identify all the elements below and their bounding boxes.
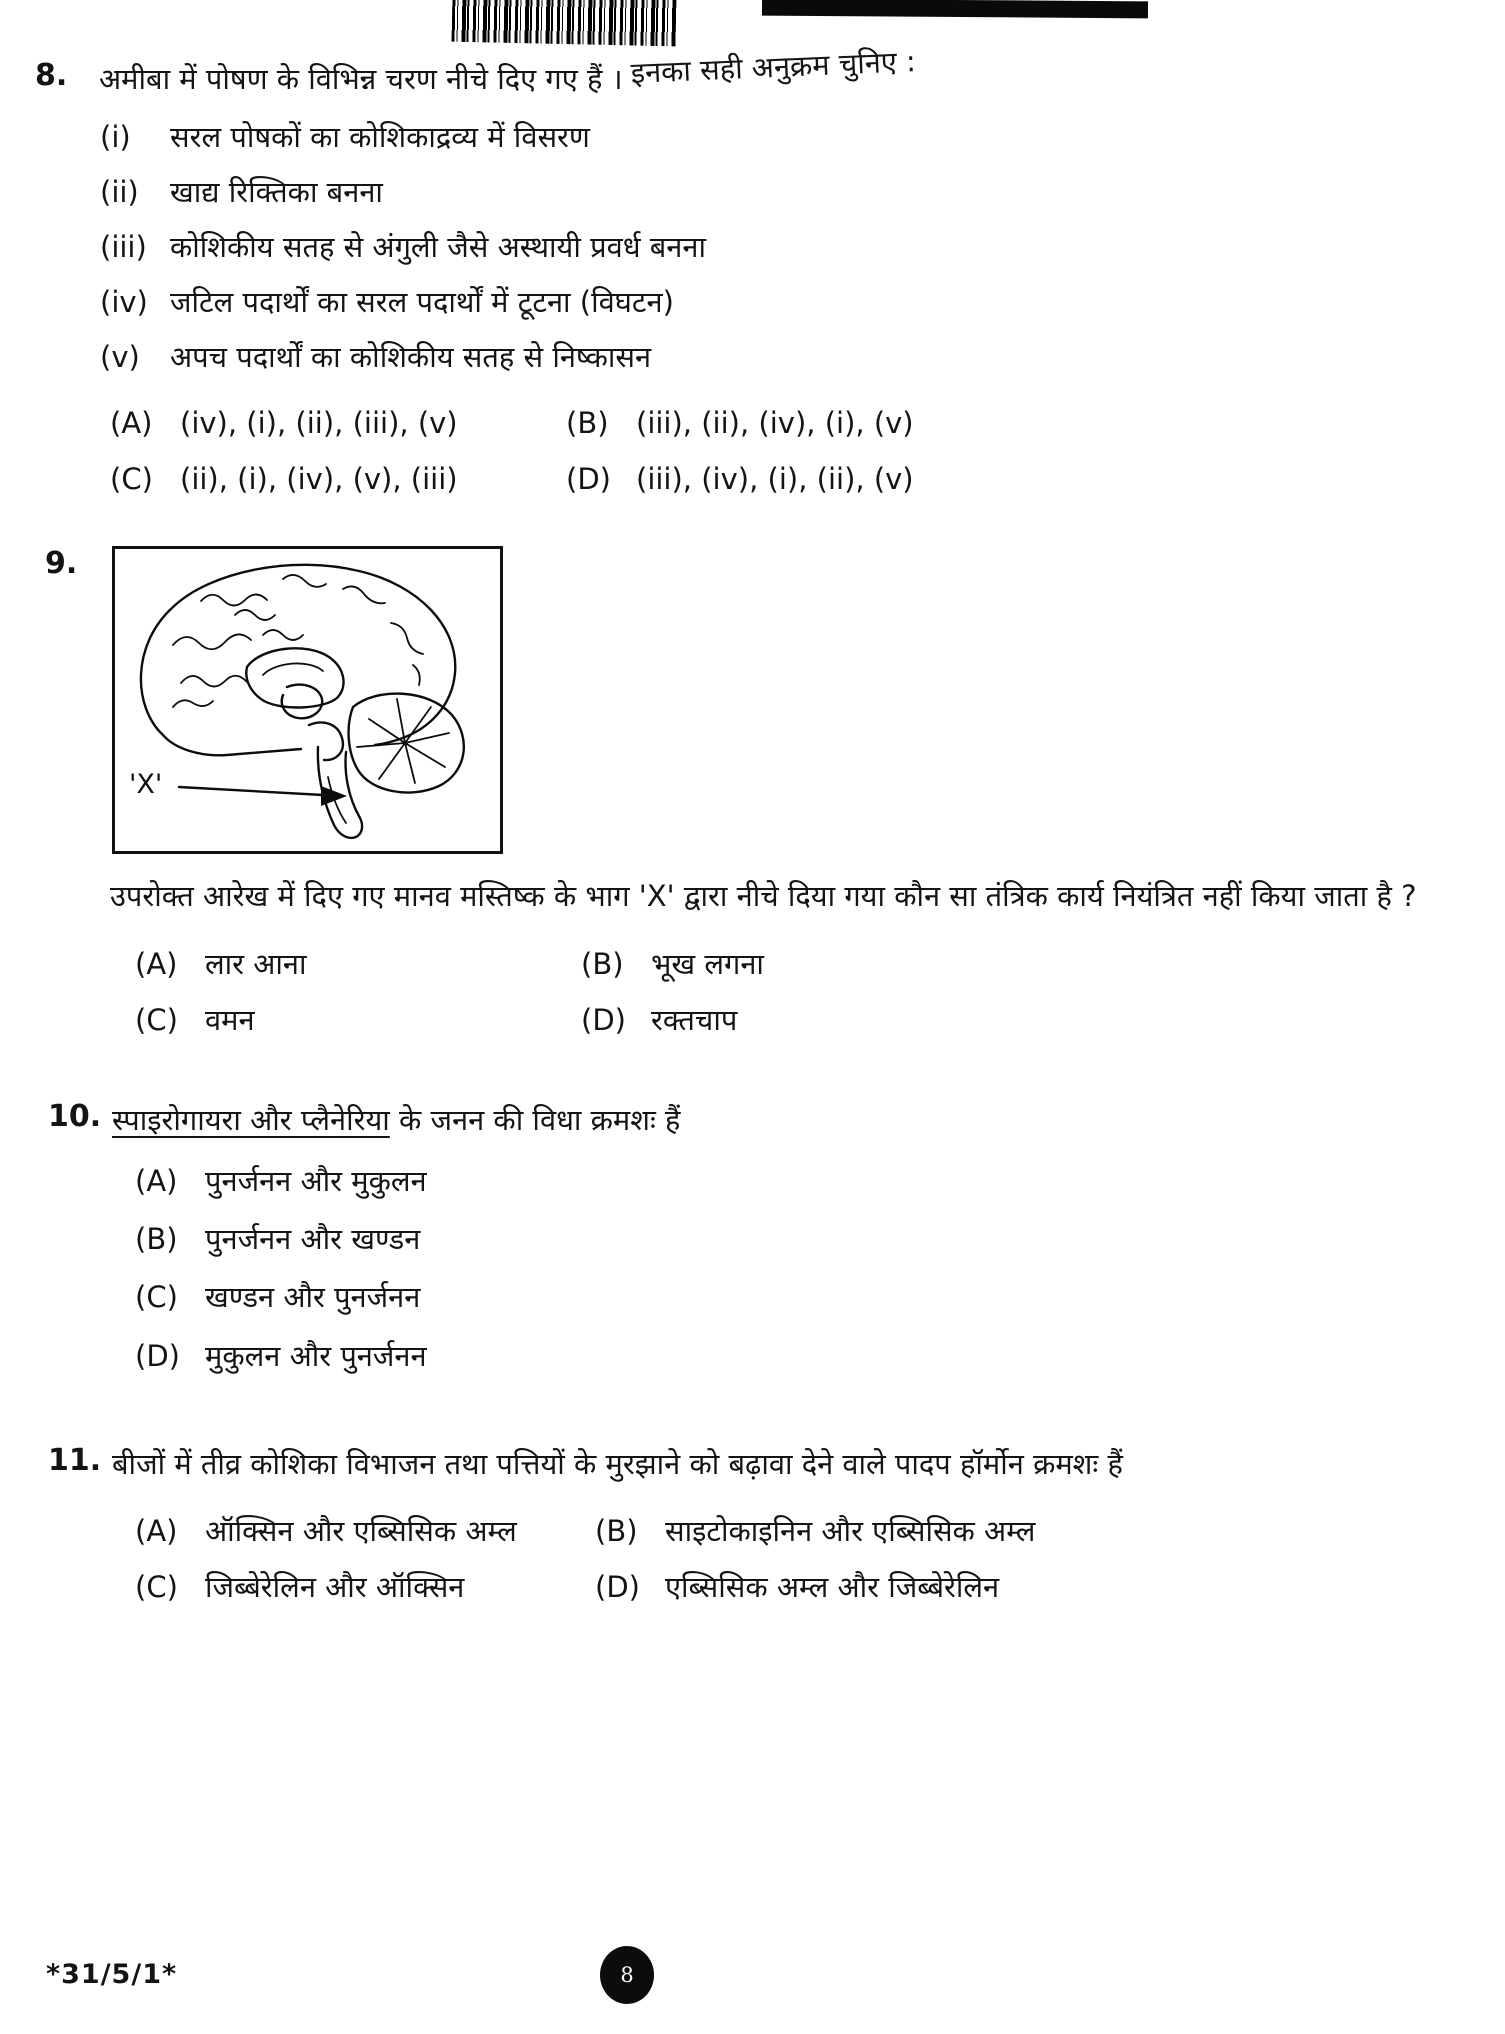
figure-x-label: 'X'	[129, 768, 163, 800]
option-text: लार आना	[205, 946, 307, 981]
question-text	[99, 44, 1465, 102]
question-number: 11.	[48, 1442, 102, 1478]
option-d	[566, 458, 1465, 500]
step-item	[100, 171, 1505, 213]
brain-diagram	[115, 549, 500, 851]
option-d	[135, 1335, 1505, 1377]
option-label: (A)	[135, 1164, 178, 1199]
option-text: एब्सिसिक अम्ल और जिब्बेरेलिन	[665, 1570, 1000, 1605]
option-label: (B)	[135, 1222, 178, 1257]
option-text: ऑक्सिन और एब्सिसिक अम्ल	[205, 1514, 517, 1549]
question-text-underlined: स्पाइरोगायरा और प्लैनेरिया	[112, 1102, 390, 1137]
question-10	[0, 1099, 1505, 1377]
option-text: साइटोकाइनिन और एब्सिसिक अम्ल	[665, 1514, 1036, 1549]
option-list	[135, 1160, 1505, 1376]
step-text: अपच पदार्थों का कोशिकीय सतह से निष्कासन	[170, 339, 652, 374]
question-11	[0, 1443, 1505, 1609]
step-item	[100, 281, 1505, 323]
option-label: (D)	[566, 461, 611, 496]
option-d	[595, 1566, 1465, 1608]
step-item	[100, 336, 1505, 378]
option-list	[135, 1510, 1505, 1608]
page-number: 8	[620, 1963, 634, 1987]
option-text: पुनर्जनन और खण्डन	[205, 1222, 421, 1257]
option-text: वमन	[205, 1002, 255, 1037]
step-list	[100, 116, 1505, 378]
question-8	[0, 0, 1505, 500]
option-text: (iii), (ii), (iv), (i), (v)	[636, 405, 914, 440]
option-label: (B)	[581, 946, 624, 981]
option-a	[135, 1160, 1505, 1202]
option-a	[135, 943, 581, 985]
option-c	[135, 1566, 595, 1608]
option-text: मुकुलन और पुनर्जनन	[205, 1338, 427, 1373]
option-a	[135, 1510, 595, 1552]
question-number: 9.	[45, 545, 78, 581]
option-label: (D)	[595, 1570, 640, 1605]
step-label: (v)	[100, 339, 140, 374]
question-text: उपरोक्त आरेख में दिए गए मानव मस्तिष्क के भाग 'X' द्वारा नीचे दिया गया कौन सा तंत्रिक कार्य नियंत्रित नहीं किया जाता है ?	[110, 878, 1417, 913]
option-c	[135, 999, 581, 1041]
step-label: (ii)	[100, 174, 139, 209]
figure-arrow	[179, 787, 323, 795]
option-c	[135, 1276, 1505, 1318]
option-text: जिब्बेरेलिन और ऑक्सिन	[205, 1570, 465, 1605]
option-label: (A)	[135, 1514, 178, 1549]
step-label: (i)	[100, 119, 131, 154]
question-text-part-b: इनका सही अनुक्रम चुनिए :	[629, 44, 917, 91]
option-text: (ii), (i), (iv), (v), (iii)	[180, 461, 458, 496]
option-text: भूख लगना	[651, 946, 764, 981]
option-label: (B)	[566, 405, 609, 440]
step-text: जटिल पदार्थों का सरल पदार्थों में टूटना (विघटन)	[170, 284, 674, 319]
option-b	[135, 1218, 1505, 1260]
option-a	[110, 402, 566, 444]
option-list	[135, 943, 1505, 1041]
option-label: (C)	[135, 1002, 178, 1037]
page-number-badge	[600, 1946, 654, 2004]
option-text: (iv), (i), (ii), (iii), (v)	[180, 405, 458, 440]
step-item	[100, 226, 1505, 268]
step-text: सरल पोषकों का कोशिकाद्रव्य में विसरण	[170, 119, 590, 154]
question-text: बीजों में तीव्र कोशिका विभाजन तथा पत्तियों के मुरझाने को बढ़ावा देने वाले पादप हॉर्मोन क्रमशः हैं	[112, 1446, 1123, 1481]
step-text: कोशिकीय सतह से अंगुली जैसे अस्थायी प्रवर्ध बनना	[170, 229, 707, 264]
question-text-rest: के जनन की विधा क्रमशः हैं	[399, 1102, 681, 1137]
option-text: रक्तचाप	[651, 1002, 738, 1037]
option-label: (D)	[581, 1002, 626, 1037]
brain-figure	[112, 546, 503, 854]
option-label: (D)	[135, 1338, 180, 1373]
option-text: (iii), (iv), (i), (ii), (v)	[636, 461, 914, 496]
question-number: 10.	[48, 1098, 102, 1134]
question-number: 8.	[35, 58, 68, 93]
option-d	[581, 999, 1465, 1041]
figure-arrowhead	[321, 786, 347, 806]
option-label: (C)	[135, 1280, 178, 1315]
option-label: (A)	[135, 946, 178, 981]
option-list	[110, 402, 1505, 500]
question-9	[0, 546, 1505, 1041]
option-text: पुनर्जनन और मुकुलन	[205, 1164, 427, 1199]
option-b	[595, 1510, 1465, 1552]
set-code: *31/5/1*	[46, 1959, 178, 1990]
step-label: (iv)	[100, 284, 148, 319]
option-label: (C)	[110, 461, 153, 496]
option-c	[110, 458, 566, 500]
step-text: खाद्य रिक्तिका बनना	[170, 174, 383, 209]
option-b	[566, 402, 1465, 444]
option-label: (A)	[110, 405, 153, 440]
option-b	[581, 943, 1465, 985]
option-label: (C)	[135, 1570, 178, 1605]
option-label: (B)	[595, 1514, 638, 1549]
option-text: खण्डन और पुनर्जनन	[205, 1280, 421, 1315]
question-text-part-a: अमीबा में पोषण के विभिन्न चरण नीचे दिए गए हैं ।	[99, 62, 623, 96]
question-text	[112, 1099, 1465, 1143]
step-item	[100, 116, 1505, 158]
step-label: (iii)	[100, 229, 147, 264]
